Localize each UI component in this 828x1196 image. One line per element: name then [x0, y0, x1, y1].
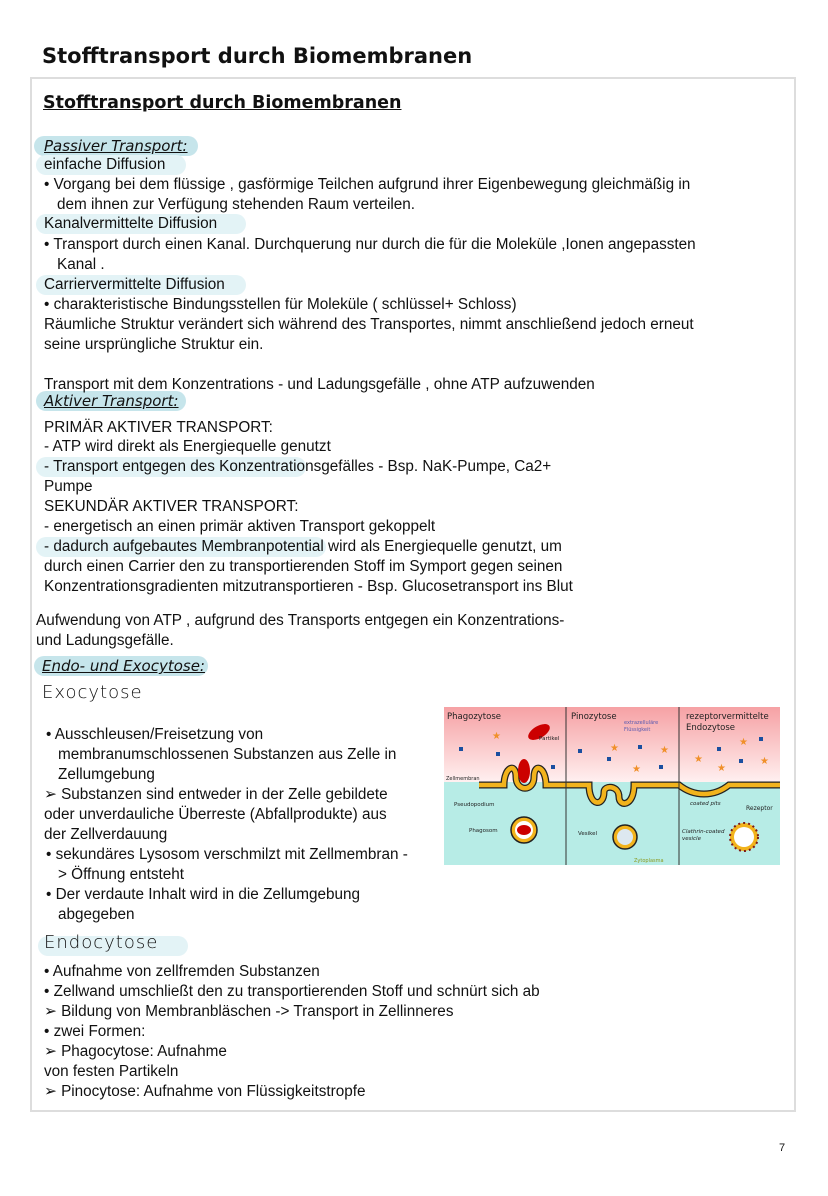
text-line: ➢ Substanzen sind entweder in der Zelle gebildete	[44, 786, 388, 803]
text-line: • charakteristische Bindungsstellen für Moleküle ( schlüssel+ Schloss)	[44, 296, 517, 313]
text-line: oder unverdauliche Überreste (Abfallprodukte) aus	[44, 806, 387, 823]
text-line: membranumschlossenen Substanzen aus Zelle in	[58, 746, 397, 763]
svg-text:★: ★	[610, 743, 619, 754]
svg-text:★: ★	[492, 731, 501, 742]
svg-text:★: ★	[632, 764, 641, 775]
text-line: ➢ Bildung von Membranbläschen -> Transport in Zellinneres	[44, 1003, 454, 1020]
label-pinozytose: Pinozytose	[571, 712, 617, 722]
svg-text:★: ★	[739, 737, 748, 748]
label-pseudopodium: Pseudopodium	[454, 802, 495, 808]
text-line: Transport mit dem Konzentrations - und Ladungsgefälle , ohne ATP aufzuwenden	[44, 376, 595, 393]
label-extra1: extrazelluläre	[624, 720, 659, 726]
section-heading: Stofftransport durch Biomembranen	[43, 93, 402, 113]
svg-text:★: ★	[717, 763, 726, 774]
text-line: ➢ Pinocytose: Aufnahme von Flüssigkeitstropfe	[44, 1083, 366, 1100]
text-line: ➢ Phagocytose: Aufnahme	[44, 1043, 227, 1060]
endocytose-title: Endocytose	[44, 932, 159, 953]
text-line: SEKUNDÄR AKTIVER TRANSPORT:	[44, 498, 299, 515]
text-line: Zellumgebung	[58, 766, 155, 783]
label-rezeptor-2: Endozytose	[686, 723, 736, 733]
label-membran: Zellmembran	[446, 776, 480, 782]
endo-exo-title: Endo- und Exocytose:	[42, 657, 205, 675]
active-transport-title: Aktiver Transport:	[44, 392, 179, 410]
text-line: Kanalvermittelte Diffusion	[44, 215, 218, 232]
text-line: • Transport durch einen Kanal. Durchquerung nur durch die für die Moleküle ,Ionen angepassten	[44, 236, 696, 253]
label-rezeptor-1: rezeptorvermittelte	[686, 712, 769, 722]
text-line: einfache Diffusion	[44, 156, 166, 173]
text-line: Räumliche Struktur verändert sich während des Transportes, nimmt anschließend jedoch erneut	[44, 316, 694, 333]
text-line: - ATP wird direkt als Energiequelle genutzt	[44, 438, 331, 455]
svg-text:★: ★	[694, 754, 703, 765]
text-line: • zwei Formen:	[44, 1023, 146, 1040]
text-line: Konzentrationsgradienten mitzutransportieren - Bsp. Glucosetransport ins Blut	[44, 578, 573, 595]
svg-text:★: ★	[660, 745, 669, 756]
label-clathrin-2: vesicle	[682, 836, 701, 842]
text-line: • sekundäres Lysosom verschmilzt mit Zellmembran -	[46, 846, 408, 863]
text-line: • Der verdaute Inhalt wird in die Zellumgebung	[46, 886, 361, 903]
label-partikel: Partikel	[539, 736, 560, 742]
label-clathrin-1: Clathrin-coated	[682, 829, 725, 835]
text-line: • Aufnahme von zellfremden Substanzen	[44, 963, 320, 980]
text-line: • Ausschleusen/Freisetzung von	[46, 726, 264, 743]
passive-transport-title: Passiver Transport:	[44, 137, 188, 155]
text-line: - dadurch aufgebautes Membranpotential wird als Energiequelle genutzt, um	[44, 538, 562, 555]
text-line: - Transport entgegen des Konzentrationsgefälles - Bsp. NaK-Pumpe, Ca2+	[44, 458, 552, 475]
text-line: > Öffnung entsteht	[58, 866, 185, 883]
text-line: • Zellwand umschließt den zu transportierenden Stoff und schnürt sich ab	[44, 983, 540, 1000]
label-rezeptor: Rezeptor	[746, 805, 773, 812]
text-line: abgegeben	[58, 906, 135, 923]
text-line: seine ursprüngliche Struktur ein.	[44, 336, 264, 353]
text-line: von festen Partikeln	[44, 1063, 179, 1080]
page-title: Stofftransport durch Biomembranen	[42, 44, 473, 68]
label-phagosom: Phagosom	[469, 828, 498, 834]
text-line: • Vorgang bei dem flüssige , gasförmige Teilchen aufgrund ihrer Eigenbewegung gleichmäßig in	[44, 176, 691, 193]
text-line: durch einen Carrier den zu transportierenden Stoff im Symport gegen seinen	[44, 558, 563, 575]
label-extra2: Flüssigkeit	[624, 727, 651, 733]
endocytosis-diagram	[444, 707, 780, 865]
svg-text:★: ★	[760, 756, 769, 767]
text-line: der Zellverdauung	[44, 826, 168, 843]
text-line: dem ihnen zur Verfügung stehenden Raum verteilen.	[57, 196, 416, 213]
label-zytoplasma: Zytoplasma	[634, 858, 664, 864]
label-phagozytose: Phagozytose	[447, 712, 502, 722]
label-coated-pits: coated pits	[690, 801, 721, 807]
label-vesikel: Vesikel	[578, 831, 598, 837]
text-line: Pumpe	[44, 478, 93, 495]
text-line: und Ladungsgefälle.	[36, 632, 174, 649]
text-line: Aufwendung von ATP , aufgrund des Transports entgegen ein Konzentrations-	[36, 612, 565, 629]
text-line: Carriervermittelte Diffusion	[44, 276, 225, 293]
text-line: PRIMÄR AKTIVER TRANSPORT:	[44, 419, 273, 436]
exocytose-title: Exocytose	[42, 682, 143, 703]
page-number: 7	[779, 1142, 786, 1154]
text-line: Kanal .	[57, 256, 105, 273]
text-line: - energetisch an einen primär aktiven Transport gekoppelt	[44, 518, 436, 535]
